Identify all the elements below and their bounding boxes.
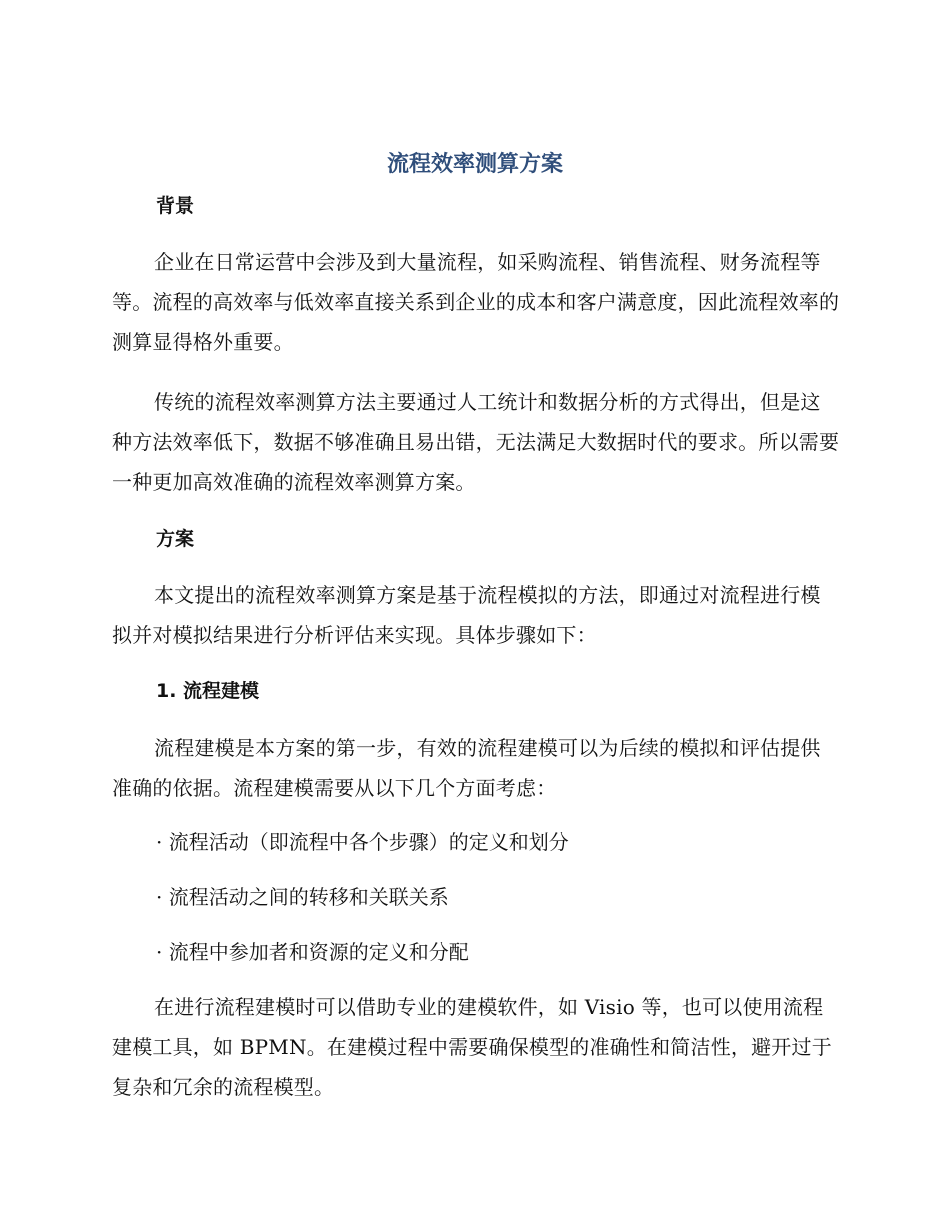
- section-heading-plan: 方案: [156, 528, 195, 550]
- modeling-bullet-3: · 流程中参加者和资源的定义和分配: [156, 940, 469, 964]
- modeling-bullet-2: · 流程活动之间的转移和关联关系: [156, 885, 449, 909]
- section-heading-process-modeling: 1. 流程建模: [156, 680, 260, 702]
- background-paragraph-1: 企业在日常运营中会涉及到大量流程，如采购流程、销售流程、财务流程等等。流程的高效率与低效率直接关系到企业的成本和客户满意度，因此流程效率的测算显得格外重要。: [112, 250, 840, 354]
- modeling-paragraph-1: 流程建模是本方案的第一步，有效的流程建模可以为后续的模拟和评估提供准确的依据。流程建模需要从以下几个方面考虑：: [112, 736, 821, 800]
- document-title: 流程效率测算方案: [386, 152, 563, 177]
- background-paragraph-2: 传统的流程效率测算方法主要通过人工统计和数据分析的方式得出，但是这种方法效率低下，数据不够准确且易出错，无法满足大数据时代的要求。所以需要一种更加高效准确的流程效率测算方案。: [112, 390, 840, 494]
- plan-paragraph-1: 本文提出的流程效率测算方案是基于流程模拟的方法，即通过对流程进行模拟并对模拟结果进行分析评估来实现。具体步骤如下：: [112, 583, 821, 647]
- section-heading-background: 背景: [156, 195, 195, 217]
- modeling-paragraph-closing: 在进行流程建模时可以借助专业的建模软件，如 Visio 等，也可以使用流程建模工具，如 BPMN。在建模过程中需要确保模型的准确性和简洁性，避开过于复杂和冗余的流程模型。: [112, 995, 832, 1099]
- modeling-bullet-1: · 流程活动（即流程中各个步骤）的定义和划分: [156, 830, 569, 854]
